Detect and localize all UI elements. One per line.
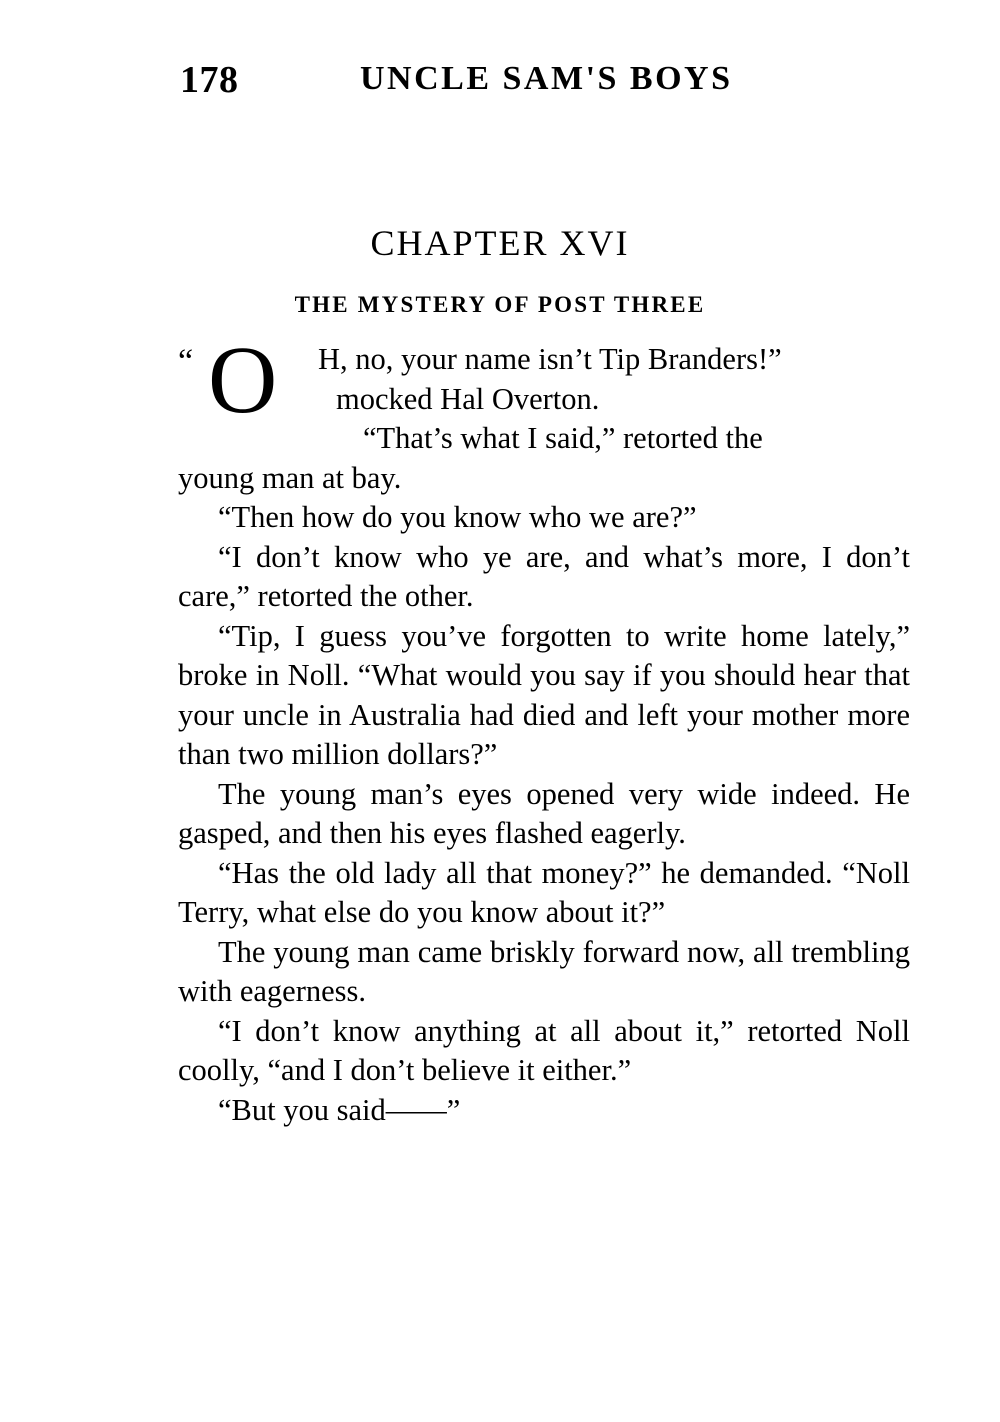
paragraph: “I don’t know anything at all about it,” retorted Noll coolly, “and I don’t believe it either.”: [178, 1013, 910, 1087]
paragraph: “But you said——”: [218, 1092, 461, 1127]
opening-line-3: “That’s what I said,” retorted the: [363, 421, 763, 455]
paragraph: The young man came briskly forward now, all trembling with eagerness.: [178, 934, 910, 1008]
chapter-number: CHAPTER XVI: [370, 223, 630, 263]
running-head: [180, 58, 820, 112]
paragraph: The young man’s eyes opened very wide indeed. He gasped, and then his eyes flashed eagerly.: [178, 776, 910, 850]
chapter-title: THE MYSTERY OF POST THREE: [294, 292, 706, 317]
paragraph: “Tip, I guess you’ve forgotten to write home lately,” broke in Noll. “What would you say if you should hear that your uncle in Australia had died and left your mother more than two million dollars?”: [178, 618, 910, 771]
opening-line-1: H, no, your name isn’t Tip Branders!”: [318, 342, 782, 376]
body-text: [178, 326, 910, 1130]
opening-paragraph: [178, 326, 910, 498]
opening-line-4: young man at bay.: [178, 460, 402, 495]
page-number: 178: [180, 59, 239, 101]
drop-cap: O: [208, 326, 278, 433]
paragraph: “Has the old lady all that money?” he demanded. “Noll Terry, what else do you know about it?”: [178, 855, 910, 929]
opening-line-2: mocked Hal Overton.: [336, 381, 600, 416]
opening-quote-mark: “: [178, 343, 194, 380]
paragraph: “I don’t know who ye are, and what’s more, I don’t care,” retorted the other.: [178, 539, 910, 613]
book-title: UNCLE SAM'S BOYS: [360, 60, 733, 97]
paragraph: “Then how do you know who we are?”: [218, 500, 697, 534]
